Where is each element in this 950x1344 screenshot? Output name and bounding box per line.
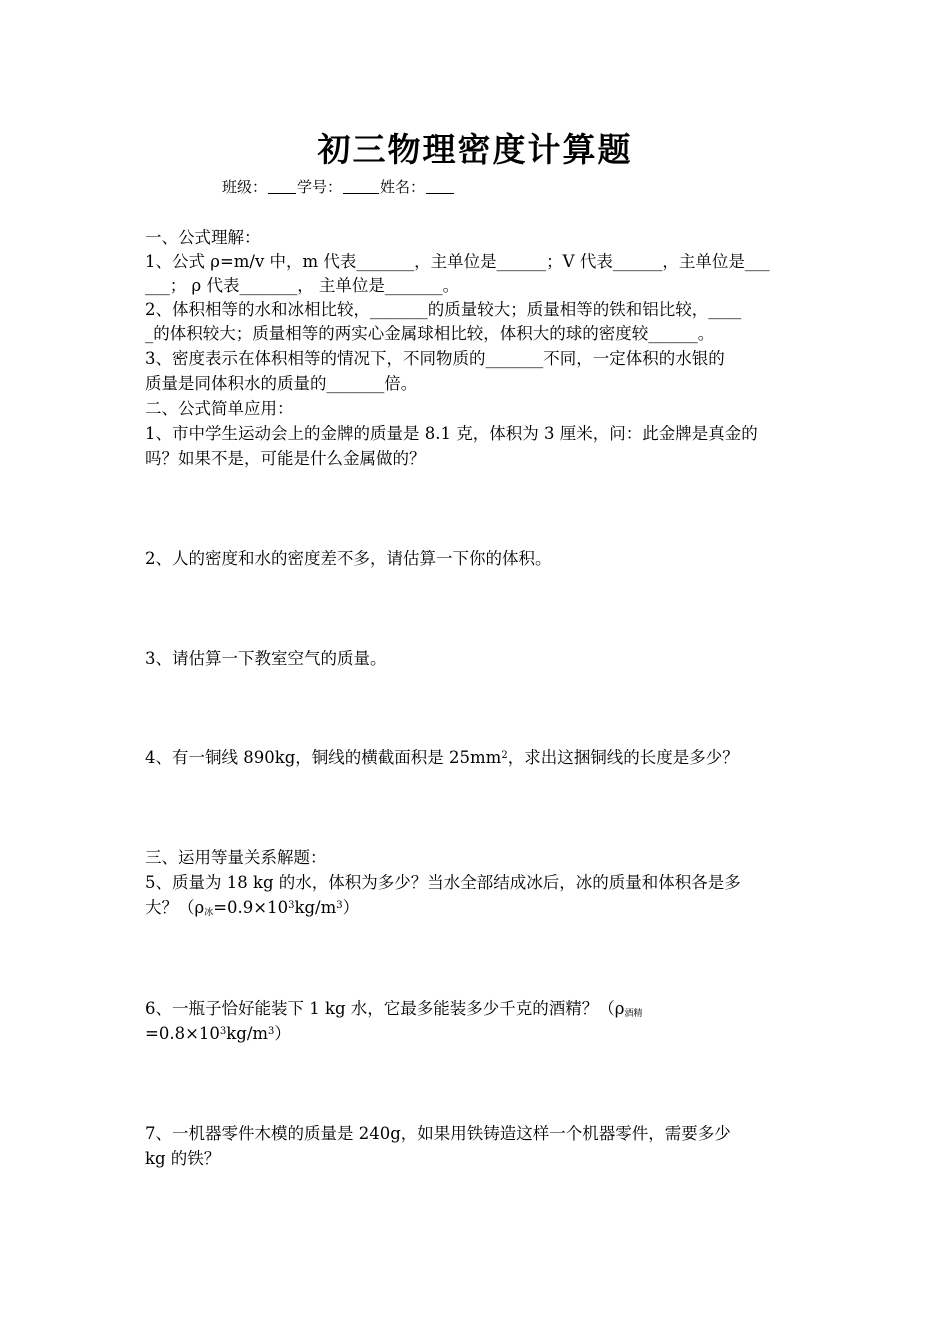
- density-unit: kg/m: [294, 898, 337, 917]
- question-3-line-2: 质量是同体积水的质量的_______倍。: [145, 374, 418, 393]
- problem-4-text-end: ，求出这捆铜线的长度是多少？: [507, 748, 739, 767]
- section-3-heading: 三、运用等量关系解题：: [145, 848, 327, 867]
- class-blank[interactable]: [268, 193, 296, 194]
- problem-4: [145, 746, 815, 770]
- question-3-line-1: 3、密度表示在体积相等的情况下，不同物质的_______不同，一定体积的水银的: [145, 349, 725, 368]
- problem-3: 3、请估算一下教室空气的质量。: [145, 649, 387, 668]
- problem-5-line-2: [145, 896, 815, 920]
- name-blank[interactable]: [426, 193, 454, 194]
- cubed-superscript: 3: [336, 900, 343, 911]
- student-info-line: [222, 176, 455, 198]
- page-title: 初三物理密度计算题: [317, 130, 633, 169]
- squared-superscript: 2: [501, 750, 508, 761]
- density-unit: kg/m: [226, 1024, 269, 1043]
- problem-6-line-1: [145, 997, 815, 1021]
- problem-7-line-1: 7、一机器零件木模的质量是 240g，如果用铁铸造这样一个机器零件，需要多少: [145, 1124, 731, 1143]
- ice-subscript: 冰: [204, 908, 214, 918]
- problem-5-hint-open: 大？（ρ: [145, 898, 205, 917]
- ice-density-value: =0.9×10: [213, 898, 289, 917]
- section-2-heading: 二、公式简单应用：: [145, 399, 294, 418]
- problem-6-text: 6、一瓶子恰好能装下 1 kg 水，它最多能装多少千克的酒精？（ρ: [145, 999, 625, 1018]
- alcohol-density-value: =0.8×10: [145, 1024, 220, 1043]
- problem-2: 2、人的密度和水的密度差不多，请估算一下你的体积。: [145, 549, 552, 568]
- problem-5-line-1: 5、质量为 18 kg 的水，体积为多少？当水全部结成冰后，冰的质量和体积各是多: [145, 873, 741, 892]
- question-2-line-2: _的体积较大；质量相等的两实心金属球相比较，体积大的球的密度较______。: [145, 324, 715, 343]
- problem-1-line-1: 1、市中学生运动会上的金牌的质量是 8.1 克，体积为 3 厘米，问：此金牌是真金的: [145, 424, 758, 443]
- question-2-line-1: 2、体积相等的水和冰相比较，_______的质量较大；质量相等的铁和铝比较，____: [145, 300, 742, 319]
- problem-7-line-2: kg 的铁？: [145, 1149, 221, 1168]
- name-label: 姓名：: [380, 178, 426, 196]
- problem-5-hint-close: ）: [342, 898, 360, 917]
- question-1-line-1: 1、公式 ρ=m/v 中，m 代表_______，主单位是______；V 代表______，主单位是___: [145, 252, 770, 271]
- problem-6-hint-close: ）: [274, 1024, 291, 1043]
- student-id-label: 学号：: [297, 178, 343, 196]
- cubed-superscript: 3: [268, 1026, 275, 1037]
- question-1-line-2: ___； ρ 代表_______， 主单位是_______。: [145, 276, 460, 295]
- student-id-blank[interactable]: [343, 193, 379, 194]
- problem-4-text: 4、有一铜线 890kg，铜线的横截面积是 25mm: [145, 748, 502, 767]
- section-1-heading: 一、公式理解：: [145, 228, 261, 247]
- exponent-superscript: 3: [288, 900, 295, 911]
- problem-6-line-2: [145, 1022, 815, 1046]
- exponent-superscript: 3: [219, 1026, 227, 1037]
- alcohol-subscript: 酒精: [624, 1009, 643, 1019]
- class-label: 班级：: [222, 178, 268, 196]
- problem-1-line-2: 吗？如果不是，可能是什么金属做的？: [145, 449, 426, 468]
